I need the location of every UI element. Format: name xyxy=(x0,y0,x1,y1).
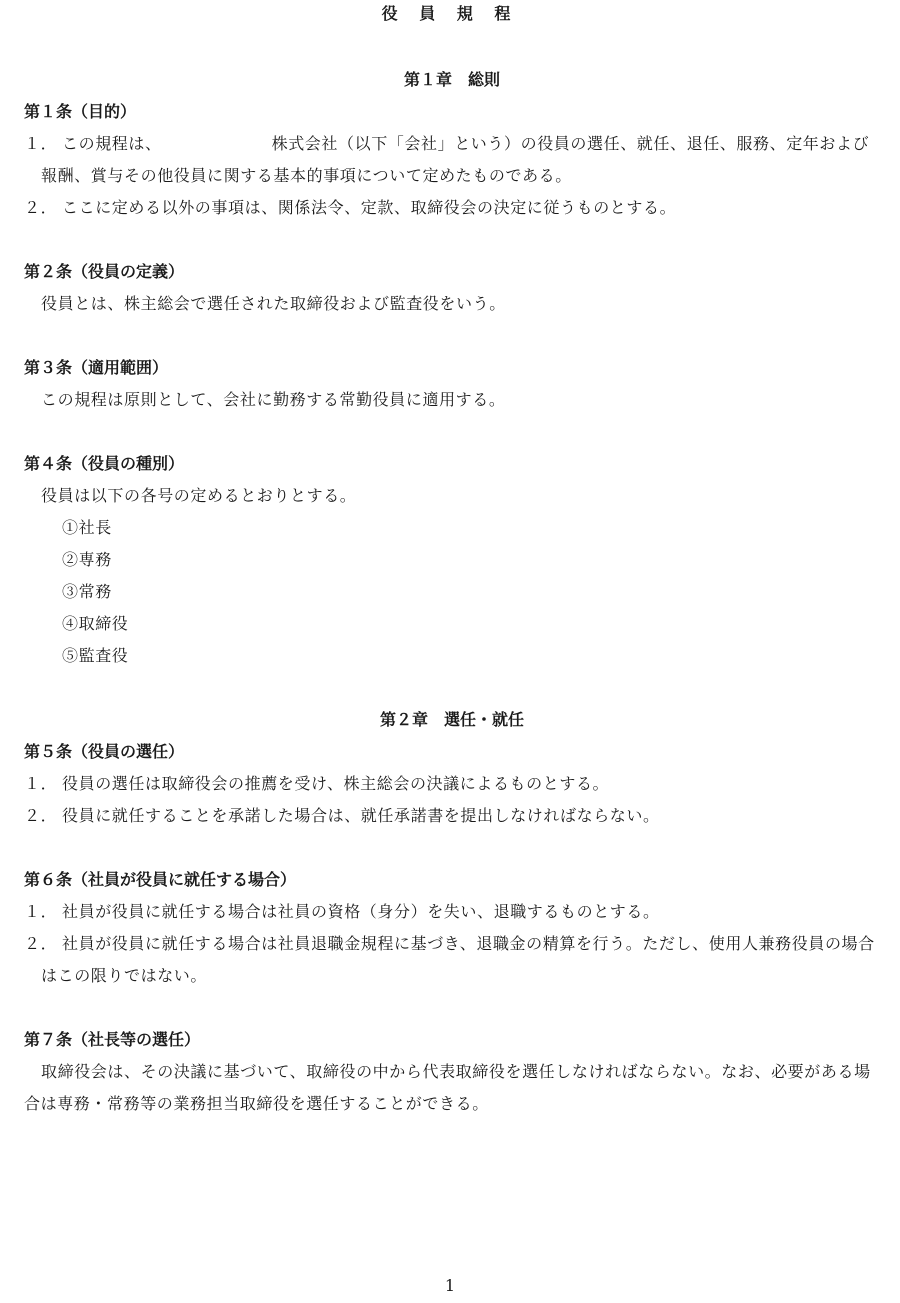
article-2-text: 役員とは、株主総会で選任された取締役および監査役をいう。 xyxy=(41,294,506,313)
spacer xyxy=(24,416,880,448)
article-1-heading: 第１条（目的） xyxy=(24,102,137,121)
article-3-text: この規程は原則として、会社に勤務する常勤役員に適用する。 xyxy=(41,390,506,409)
spacer xyxy=(24,832,880,864)
item-number: ２． xyxy=(24,806,58,825)
article-3-heading: 第３条（適用範囲） xyxy=(24,358,169,377)
article-4-heading: 第４条（役員の種別） xyxy=(24,454,185,473)
chapter-1-heading: 第１章 総則 xyxy=(403,70,500,89)
item-number: １． xyxy=(24,902,58,921)
article-5-heading: 第５条（役員の選任） xyxy=(24,742,185,761)
article-6-item-1 xyxy=(24,896,880,928)
article-6-item-2 xyxy=(24,928,880,992)
document-body xyxy=(24,64,880,1120)
item-text-a: この規程は、 xyxy=(62,134,162,153)
article-1-item-2 xyxy=(24,192,880,224)
item-text: 社員が役員に就任する場合は社員の資格（身分）を失い、退職するものとする。 xyxy=(62,902,660,921)
item-text: 役員に就任することを承諾した場合は、就任承諾書を提出しなければならない。 xyxy=(62,806,660,825)
item-text-b: 株式会社（以下「会社」という）の役員の選任、就任、退任、服務、定年および報酬、賞与その他役員に関する基本的事項について定めたものである。 xyxy=(41,134,870,185)
item-number: １． xyxy=(24,134,58,153)
article-7-heading: 第７条（社長等の選任） xyxy=(24,1030,201,1049)
document-title: 役 員 規 程 xyxy=(381,4,519,23)
officer-type-item: ②専務 xyxy=(62,550,112,569)
article-1-item-1 xyxy=(24,128,880,192)
article-5-item-1 xyxy=(24,768,880,800)
item-number: ２． xyxy=(24,934,58,953)
page-number: 1 xyxy=(444,1276,456,1295)
officer-type-item: ①社長 xyxy=(62,518,112,537)
article-6-heading: 第６条（社員が役員に就任する場合） xyxy=(24,870,297,889)
officer-type-item: ③常務 xyxy=(62,582,112,601)
spacer xyxy=(24,992,880,1024)
article-2-heading: 第２条（役員の定義） xyxy=(24,262,185,281)
item-number: ２． xyxy=(24,198,58,217)
item-text: 役員の選任は取締役会の推薦を受け、株主総会の決議によるものとする。 xyxy=(62,774,610,793)
officer-type-item: ⑤監査役 xyxy=(62,646,129,665)
item-text: ここに定める以外の事項は、関係法令、定款、取締役会の決定に従うものとする。 xyxy=(62,198,677,217)
article-7-text: 取締役会は、その決議に基づいて、取締役の中から代表取締役を選任しなければならない。なお、必要がある場合は専務・常務等の業務担当取締役を選任することができる。 xyxy=(24,1062,871,1113)
spacer xyxy=(24,320,880,352)
item-text: 社員が役員に就任する場合は社員退職金規程に基づき、退職金の精算を行う。ただし、使用人兼務役員の場合はこの限りではない。 xyxy=(41,934,875,985)
chapter-2-heading: 第２章 選任・就任 xyxy=(379,710,524,729)
spacer xyxy=(24,224,880,256)
article-5-item-2 xyxy=(24,800,880,832)
article-4-text: 役員は以下の各号の定めるとおりとする。 xyxy=(41,486,357,505)
item-number: １． xyxy=(24,774,58,793)
spacer xyxy=(24,672,880,704)
officer-type-item: ④取締役 xyxy=(62,614,129,633)
